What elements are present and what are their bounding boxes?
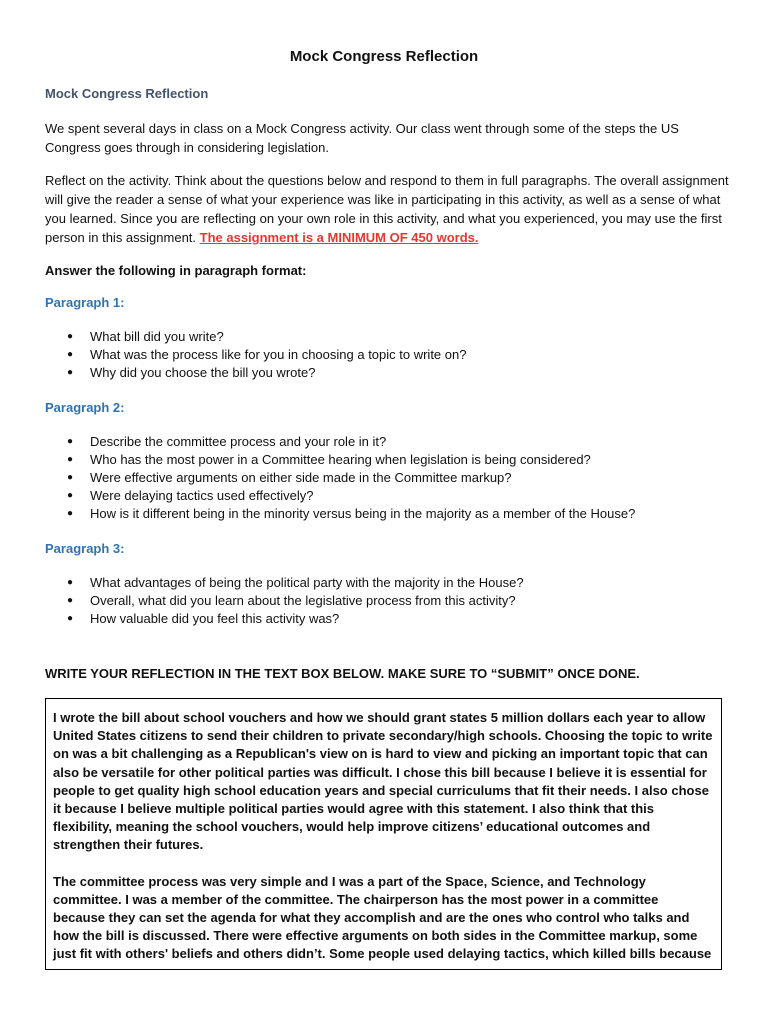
question-item: ● Were delaying tactics used effectively? (45, 487, 735, 505)
page-title: Mock Congress Reflection (289, 48, 479, 65)
question-item: ● What bill did you write? (45, 328, 735, 346)
question-item: ● Why did you choose the bill you wrote? (45, 364, 735, 382)
question-item: ● How valuable did you feel this activity was? (45, 610, 735, 628)
question-item: ● Describe the committee process and your role in it? (45, 433, 735, 451)
reflect-paragraph (45, 171, 730, 247)
question-item: ● Overall, what did you learn about the legislative process from this activity? (45, 592, 735, 610)
question-item: ● What advantages of being the political party with the majority in the House? (45, 574, 735, 592)
intro-paragraph: We spent several days in class on a Mock Congress activity. Our class went through some of the steps the US Congress goes through in considering legislation. (45, 121, 679, 155)
question-item: ● Who has the most power in a Committee hearing when legislation is being considered? (45, 451, 735, 469)
response-paragraph-2: The committee process was very simple and I was a part of the Space, Science, and Technology committee. I was a member of the committee. The chairperson has the most power in a committee because they can set the agenda for what they accomplish and are the ones who control who talks and how the bill is discussed. There were effective arguments on both sides in the Committee markup, some just fit with others' beliefs and others didn’t. Some people used delaying tactics, which killed bills because (53, 873, 712, 962)
answer-instruction: Answer the following in paragraph format: (45, 263, 307, 278)
paragraph-3-heading: Paragraph 3: (45, 541, 125, 556)
paragraph-3-questions (45, 574, 735, 628)
paragraph-2-questions (45, 433, 735, 523)
question-item: ● How is it different being in the minority versus being in the majority as a member of the House? (45, 505, 735, 523)
write-instruction: WRITE YOUR REFLECTION IN THE TEXT BOX BELOW. MAKE SURE TO “SUBMIT” ONCE DONE. (45, 666, 640, 681)
reflect-text: Reflect on the activity. Think about the questions below and respond to them in full paragraphs. The overall assignment will give the reader a sense of what your experience was like in participating in this activity, as well as a sense of what you learned. Since you are reflecting on your own role in this activity, and what you experienced, you may use the first person in this assignment. (45, 173, 729, 245)
reflection-text-box[interactable] (45, 698, 722, 970)
response-paragraph-1: I wrote the bill about school vouchers and how we should grant states 5 million dollars each year to allow United States citizens to send their children to private secondary/high schools. Choosing the topic to write on was a bit challenging as a Republican's view on is hard to view and picking an important topic that can also be versatile for other political parties was difficult. I chose this bill because I believe it is essential for people to get quality high school education years and special curriculums that fit their needs. I also chose it because I believe multiple political parties would agree with this statement. I also think that this flexibility, meaning the school vouchers, would help improve citizens’ educational outcomes and strengthen their futures. (53, 710, 713, 853)
question-item: ● Were effective arguments on either side made in the Committee markup? (45, 469, 735, 487)
paragraph-1-questions (45, 328, 735, 382)
paragraph-2-heading: Paragraph 2: (45, 400, 125, 415)
paragraph-1-heading: Paragraph 1: (45, 295, 125, 310)
word-requirement: The assignment is a MINIMUM OF 450 words. (199, 230, 479, 245)
subtitle-heading: Mock Congress Reflection (45, 86, 209, 101)
question-item: ● What was the process like for you in choosing a topic to write on? (45, 346, 735, 364)
